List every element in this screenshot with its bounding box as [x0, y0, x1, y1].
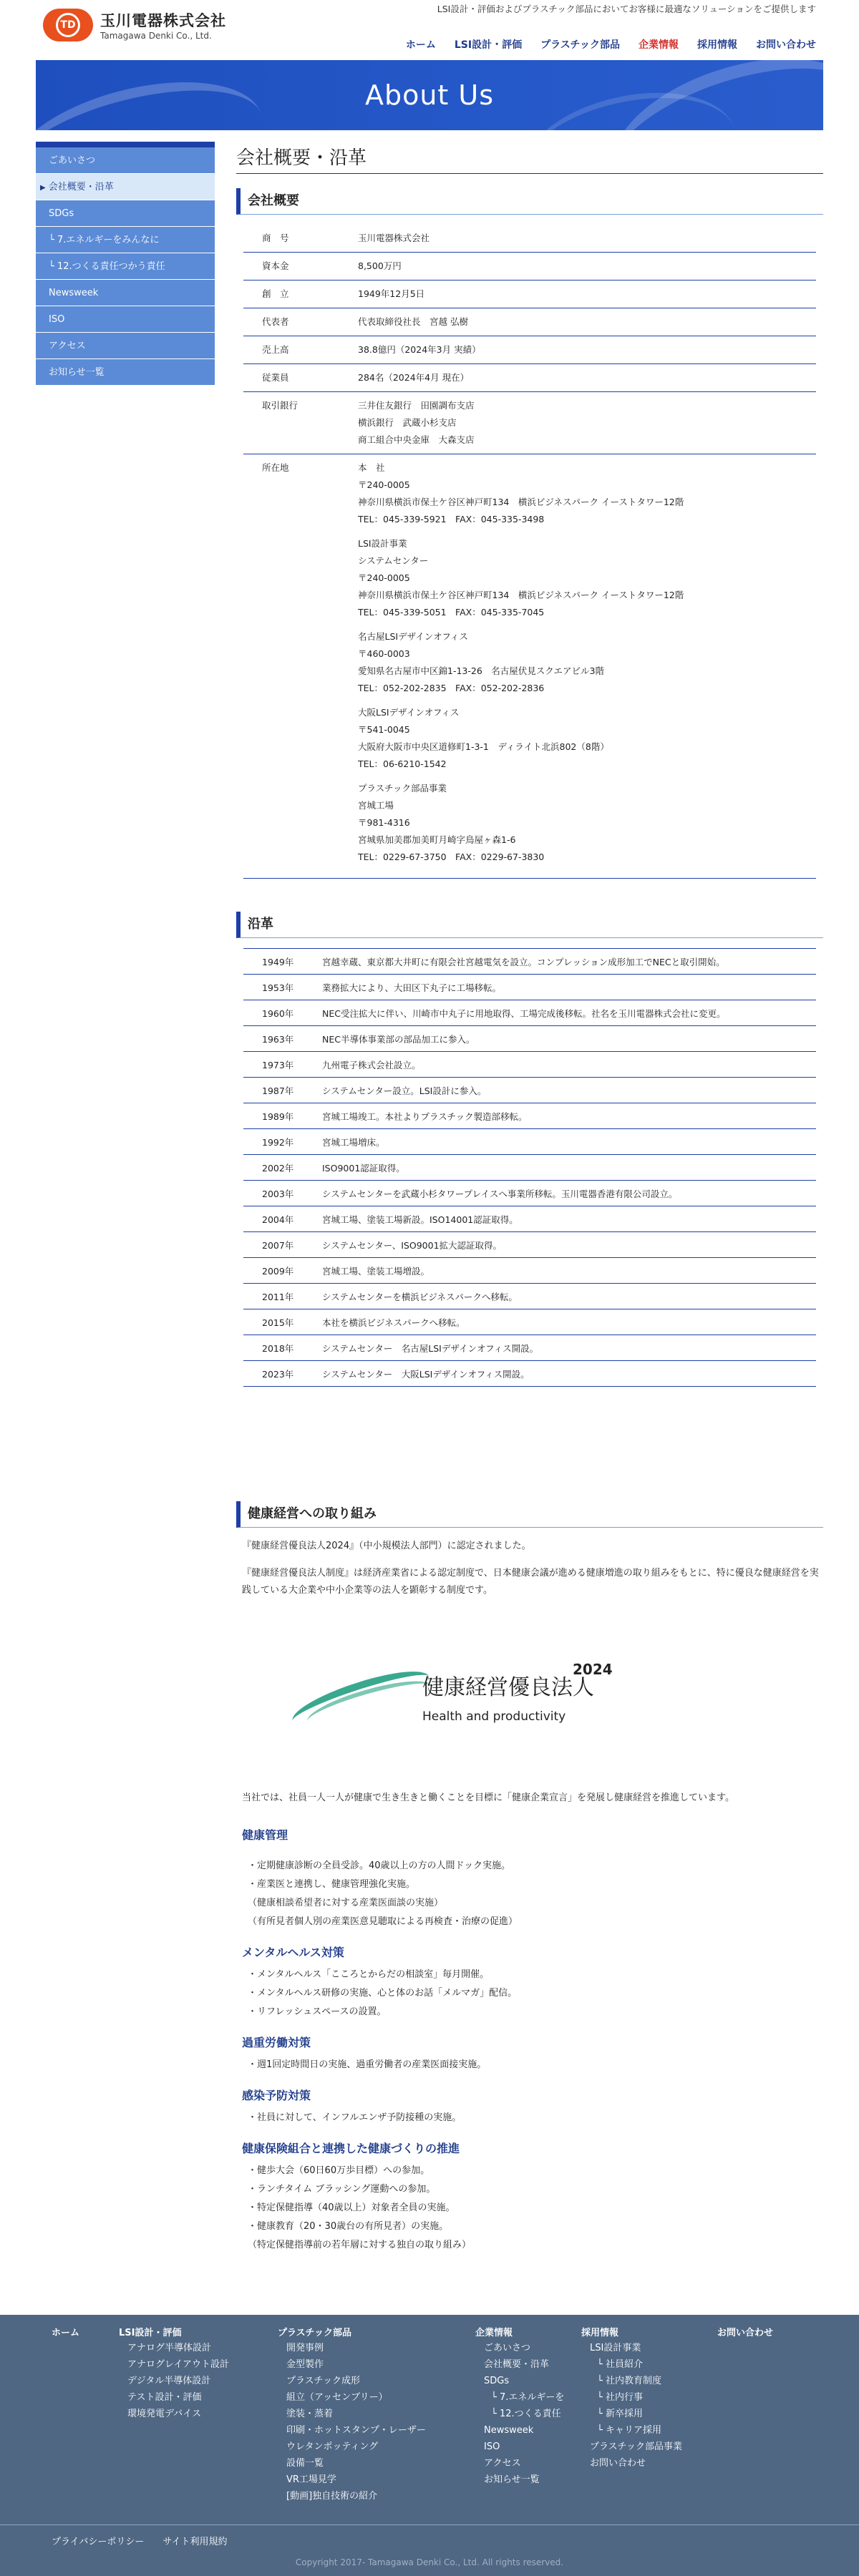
page-title: 会社概要・沿革	[236, 143, 823, 174]
list-item: ・定期健康診断の全員受診。40歳以上の方の人間ドック実施。	[248, 1860, 511, 1871]
history-row	[243, 1155, 816, 1181]
health-subheading: 健康管理	[242, 1828, 288, 1842]
footer-link[interactable]: ごあいさつ	[484, 2343, 531, 2353]
footer-link[interactable]: デジタル半導体設計	[127, 2376, 211, 2386]
footer-link[interactable]: └ 社内教育制度	[597, 2376, 661, 2386]
location-line: 本 社	[358, 462, 385, 473]
global-nav	[406, 37, 816, 52]
location-block	[358, 535, 809, 621]
overview-row	[243, 308, 816, 336]
history-text: システムセンターを武蔵小杉タワープレイスへ事業所移転。玉川電器香港有限公司設立。	[315, 1181, 816, 1206]
footer-link[interactable]: アナログ半導体設計	[127, 2343, 212, 2353]
location-line: TEL：045-339-5921 FAX：045-335-3498	[358, 514, 545, 525]
footer-link[interactable]: プラスチック成形	[286, 2376, 360, 2386]
history-title: 沿革	[236, 912, 823, 938]
footer-link[interactable]: 組立（アッセンブリー）	[286, 2392, 388, 2403]
footer-column	[119, 2325, 278, 2504]
overview-title: 会社概要	[236, 188, 823, 215]
list-item: （特定保健指導前の若年層に対する独自の取り組み）	[248, 2240, 472, 2250]
nav-contact[interactable]: お問い合わせ	[756, 39, 816, 51]
list-item: ・社員に対して、インフルエンザ予防接種の実施。	[248, 2112, 462, 2123]
location-block	[358, 704, 809, 773]
history-row	[243, 1361, 816, 1387]
footer-link[interactable]: └ 7.エネルギーを	[491, 2392, 565, 2403]
footer-link[interactable]: 環境発電デバイス	[127, 2409, 202, 2419]
footer-column	[581, 2325, 717, 2504]
overview-key: 従業員	[243, 364, 351, 392]
health-text-2: 『健康経営優良法人制度』は経済産業省による認定制度で、日本健康会議が進める健康増進の取り組みをもとに、特に優良な健康経営を実践している大企業や中小企業等の法人を顕彰する制度です。	[242, 1568, 819, 1596]
overview-row	[243, 253, 816, 280]
footer-link[interactable]: VR工場見学	[286, 2474, 336, 2485]
health-subheading: メンタルヘルス対策	[242, 1946, 344, 1959]
location-line: 宮城工場	[358, 800, 394, 811]
history-year: 1953年	[243, 975, 315, 1000]
history-year: 1989年	[243, 1103, 315, 1129]
history-row	[243, 1258, 816, 1284]
company-name-jp: 玉川電器株式会社	[100, 12, 226, 29]
list-item: （健康相談希望者に対する産業医面談の実施）	[248, 1898, 444, 1908]
location-line: 神奈川県横浜市保土ケ谷区神戸町134 横浜ビジネスパーク イーストタワー12階	[358, 590, 684, 600]
history-year: 2018年	[243, 1335, 315, 1361]
privacy-policy-link[interactable]: プライバシーポリシー	[52, 2537, 145, 2547]
history-row	[243, 1026, 816, 1052]
list-item: ・特定保健指導（40歳以上）対象者全員の実施。	[248, 2202, 455, 2213]
overview-value: 284名（2024年4月 現在）	[351, 364, 816, 392]
overview-key: 商 号	[243, 225, 351, 253]
history-year: 2023年	[243, 1361, 315, 1387]
health-text-3: 当社では、社員一人一人が健康で生き生きと働くことを目標に「健康企業宣言」を発展し健康経営を推進しています。	[242, 1792, 734, 1803]
footer-link[interactable]: 金型製作	[286, 2359, 324, 2370]
history-row	[243, 1309, 816, 1335]
bank-list	[351, 392, 816, 454]
footer-link[interactable]: お知らせ一覧	[484, 2474, 540, 2485]
history-row	[243, 1181, 816, 1206]
nav-lsi[interactable]: LSI設計・評価	[454, 39, 523, 51]
footer-link[interactable]: 開発事例	[286, 2343, 324, 2353]
history-year: 2003年	[243, 1181, 315, 1206]
location-line: TEL：0229-67-3750 FAX：0229-67-3830	[358, 852, 545, 862]
footer-link[interactable]: 印刷・ホットスタンプ・レーザー	[286, 2425, 426, 2436]
history-row	[243, 975, 816, 1000]
footer-link[interactable]: アクセス	[484, 2458, 521, 2469]
overview-row	[243, 392, 816, 454]
list-item: ・ランチタイム ブラッシング運動への参加。	[248, 2184, 436, 2195]
history-row	[243, 1078, 816, 1103]
history-text: システムセンター 大阪LSIデザインオフィス開設。	[315, 1361, 816, 1387]
sidebar-item-iso[interactable]: ISO	[36, 306, 215, 333]
history-text: NEC半導体事業部の部品加工に参入。	[315, 1026, 816, 1052]
footer-column	[52, 2325, 119, 2504]
health-award-logo	[289, 1661, 618, 1725]
footer-link[interactable]: テスト設計・評価	[127, 2392, 202, 2403]
history-row	[243, 1052, 816, 1078]
location-line: 大阪府大阪市中央区道修町1-3-1 ディライト北浜802（8階）	[358, 741, 609, 752]
overview-row	[243, 225, 816, 253]
footer-heading-link[interactable]: お問い合わせ	[717, 2328, 774, 2338]
overview-row	[243, 336, 816, 364]
history-text: 九州電子株式会社設立。	[315, 1052, 816, 1078]
sidebar	[36, 142, 215, 2255]
history-year: 2015年	[243, 1309, 315, 1335]
health-subheading: 過重労働対策	[242, 2036, 311, 2049]
sidebar-item-sdgs[interactable]: SDGs	[36, 200, 215, 227]
location-line: 〒240-0005	[358, 572, 410, 583]
history-year: 1973年	[243, 1052, 315, 1078]
location-line: プラスチック部品事業	[358, 783, 447, 794]
history-year: 2007年	[243, 1232, 315, 1258]
history-text: 宮城工場、塗装工場新設。ISO14001認証取得。	[315, 1206, 816, 1232]
footer-link[interactable]: プラスチック部品事業	[590, 2441, 682, 2452]
footer-link[interactable]: 塗装・蒸着	[286, 2409, 334, 2419]
footer-heading-link[interactable]: ホーム	[52, 2328, 80, 2338]
location-line: 〒541-0045	[358, 724, 410, 735]
footer-link[interactable]: お問い合わせ	[590, 2458, 646, 2469]
hero-title: About Us	[364, 79, 495, 111]
history-year: 1987年	[243, 1078, 315, 1103]
list-item: ・健康教育（20・30歳台の有所見者）の実施。	[248, 2221, 449, 2232]
history-text: システムセンター、ISO9001拡大認証取得。	[315, 1232, 816, 1258]
history-text: 業務拡大により、大田区下丸子に工場移転。	[315, 975, 816, 1000]
footer-link[interactable]: ウレタンポッティング	[286, 2441, 379, 2452]
list-item: ・メンタルヘルス研修の実施、心と体のお話「メルマガ」配信。	[248, 1988, 518, 1999]
history-text: 本社を横浜ビジネスパークへ移転。	[315, 1309, 816, 1335]
history-text: システムセンターを横浜ビジネスパークへ移転。	[315, 1284, 816, 1309]
location-line: 〒240-0005	[358, 479, 410, 490]
health-list	[248, 2162, 823, 2255]
main-content	[215, 142, 823, 2255]
history-row	[243, 1129, 816, 1155]
overview-key: 所在地	[243, 454, 351, 879]
sidebar-item-sdgs-12[interactable]: └ 12.つくる責任つかう責任	[36, 253, 215, 280]
location-line: TEL：06-6210-1542	[358, 758, 447, 769]
badge-subtitle: Health and productivity	[422, 1709, 566, 1724]
location-line: 名古屋LSIデザインオフィス	[358, 631, 468, 642]
triangle-right-icon: ▶	[40, 184, 46, 192]
overview-value: 代表取締役社長 宮越 弘樹	[351, 308, 816, 336]
location-block	[358, 628, 809, 697]
footer-link[interactable]: SDGs	[484, 2376, 510, 2386]
location-line: 〒981-4316	[358, 817, 410, 828]
footer-link[interactable]: Newsweek	[484, 2425, 534, 2436]
tagline: LSI設計・評価およびプラスチック部品においてお客様に最適なソリューションをご提供します	[437, 4, 816, 14]
history-text: NEC受注拡大に伴い、川崎市中丸子に用地取得、工場完成後移転。社名を玉川電器株式会社に変更。	[315, 1000, 816, 1026]
location-block	[358, 780, 809, 866]
history-text: 宮城工場竣工。本社よりプラスチック製造部移転。	[315, 1103, 816, 1129]
logo-mark-icon	[43, 9, 93, 42]
footer-link[interactable]: LSI設計事業	[590, 2343, 641, 2353]
history-row	[243, 1284, 816, 1309]
sidebar-item-newsweek[interactable]: Newsweek	[36, 280, 215, 306]
location-line: LSI設計事業	[358, 538, 407, 549]
overview-key: 代表者	[243, 308, 351, 336]
list-item: ・メンタルヘルス「こころとからだの相談室」毎月開催。	[248, 1969, 490, 1980]
sidebar-item-news[interactable]: お知らせ一覧	[36, 359, 215, 386]
history-year: 2009年	[243, 1258, 315, 1284]
footer-column	[278, 2325, 475, 2504]
copyright: Copyright 2017- Tamagawa Denki Co., Ltd. All rights reserved.	[0, 2557, 859, 2576]
company-logo[interactable]	[43, 9, 226, 42]
overview-value: 1949年12月5日	[351, 280, 816, 308]
history-row	[243, 1000, 816, 1026]
footer-column	[475, 2325, 581, 2504]
history-year: 1963年	[243, 1026, 315, 1052]
overview-value: 玉川電器株式会社	[351, 225, 816, 253]
footer-link[interactable]: [動画]独自技術の紹介	[286, 2491, 378, 2502]
history-text: 宮城工場、塗装工場増設。	[315, 1258, 816, 1284]
overview-row	[243, 280, 816, 308]
health-section	[236, 1538, 823, 2255]
health-text-1: 『健康経営優良法人2024』（中小規模法人部門）に認定されました。	[242, 1541, 531, 1551]
site-header	[0, 0, 859, 60]
history-text: ISO9001認証取得。	[315, 1155, 816, 1181]
health-title: 健康経営への取り組み	[236, 1501, 823, 1528]
health-subheading: 感染予防対策	[242, 2089, 311, 2102]
company-name-en: Tamagawa Denki Co., Ltd.	[100, 31, 212, 41]
history-row	[243, 1335, 816, 1361]
list-item: ・リフレッシュスペースの設置。	[248, 2006, 387, 2017]
overview-row	[243, 454, 816, 879]
history-text: システムセンター 名古屋LSIデザインオフィス開設。	[315, 1335, 816, 1361]
nav-recruit[interactable]: 採用情報	[697, 39, 737, 51]
history-row	[243, 1206, 816, 1232]
history-text: システムセンター設立。LSI設計に参入。	[315, 1078, 816, 1103]
footer-link[interactable]: ISO	[484, 2441, 500, 2452]
footer-link[interactable]: └ キャリア採用	[597, 2425, 661, 2436]
location-list	[351, 454, 816, 879]
nav-company[interactable]: 企業情報	[639, 39, 679, 51]
list-item: ・産業医と連携し、健康管理強化実施。	[248, 1879, 416, 1890]
nav-plastic[interactable]: プラスチック部品	[540, 39, 620, 51]
footer-column	[717, 2325, 803, 2504]
site-footer	[0, 2315, 859, 2557]
health-list	[248, 2109, 823, 2127]
footer-link[interactable]: 会社概要・沿革	[484, 2359, 550, 2370]
footer-link[interactable]: └ 12.つくる責任	[491, 2409, 561, 2419]
history-text: 宮越幸蔵、東京都大井町に有限会社宮越電気を設立。コンプレッション成形加工でNECと取引開始。	[315, 949, 816, 975]
overview-row	[243, 364, 816, 392]
logo-mark-text: TD	[56, 13, 80, 37]
sidebar-item-greeting[interactable]: ごあいさつ	[36, 147, 215, 174]
nav-home[interactable]: ホーム	[405, 39, 436, 51]
list-item: ・週1回定時間日の実施、過重労働者の産業医面接実施。	[248, 2059, 487, 2070]
footer-heading-link[interactable]: 採用情報	[581, 2328, 619, 2338]
footer-link[interactable]: └ 社内行事	[597, 2392, 643, 2403]
location-line: TEL：052-202-2835 FAX：052-202-2836	[358, 683, 545, 693]
sidebar-item-sdgs-7[interactable]: └ 7.エネルギーをみんなに	[36, 227, 215, 253]
history-row	[243, 1103, 816, 1129]
bank-item: 横浜銀行 武蔵小杉支店	[358, 417, 457, 428]
health-list	[248, 1857, 823, 1931]
list-item: （有所見者個人別の産業医意見聴取による再検査・治療の促進）	[248, 1916, 518, 1927]
location-line: 宮城県加美郡加美町月崎字鳥屋ヶ森1-6	[358, 834, 516, 845]
history-text: 宮城工場増床。	[315, 1129, 816, 1155]
history-year: 2011年	[243, 1284, 315, 1309]
health-list	[248, 1966, 823, 2021]
history-row	[243, 949, 816, 975]
health-list	[248, 2056, 823, 2074]
overview-value: 8,500万円	[351, 253, 816, 280]
footer-link[interactable]: └ 社員紹介	[597, 2359, 643, 2370]
footer-heading-link[interactable]: 企業情報	[475, 2328, 513, 2338]
history-year: 1949年	[243, 949, 315, 975]
location-block	[358, 459, 809, 528]
overview-key: 資本金	[243, 253, 351, 280]
location-line: TEL：045-339-5051 FAX：045-335-7045	[358, 607, 545, 618]
location-line: システムセンター	[358, 555, 429, 566]
sidebar-item-overview[interactable]: ▶ 会社概要・沿革	[36, 174, 215, 200]
list-item: ・健歩大会（60日60万歩目標）への参加。	[248, 2165, 430, 2176]
overview-value: 38.8億円（2024年3月 実績）	[351, 336, 816, 364]
bank-item: 商工組合中央金庫 大森支店	[358, 434, 475, 445]
footer-link[interactable]: └ 新卒採用	[597, 2409, 643, 2419]
location-line: 〒460-0003	[358, 648, 410, 659]
location-line: 神奈川県横浜市保土ケ谷区神戸町134 横浜ビジネスパーク イーストタワー12階	[358, 497, 684, 507]
footer-heading-link[interactable]: プラスチック部品	[278, 2328, 351, 2338]
terms-link[interactable]: サイト利用規約	[162, 2537, 228, 2547]
history-table	[243, 948, 816, 1387]
hero-banner	[36, 60, 823, 130]
footer-link[interactable]: 設備一覧	[286, 2458, 324, 2469]
footer-heading-link[interactable]: LSI設計・評価	[119, 2328, 182, 2338]
badge-year: 2024	[573, 1661, 613, 1678]
sidebar-item-access[interactable]: アクセス	[36, 333, 215, 359]
overview-key: 創 立	[243, 280, 351, 308]
history-year: 1960年	[243, 1000, 315, 1026]
location-line: 大阪LSIデザインオフィス	[358, 707, 460, 718]
overview-table	[243, 225, 816, 879]
overview-key: 売上高	[243, 336, 351, 364]
history-year: 2002年	[243, 1155, 315, 1181]
history-year: 2004年	[243, 1206, 315, 1232]
footer-link[interactable]: アナログレイアウト設計	[127, 2359, 229, 2370]
health-subheading: 健康保険組合と連携した健康づくりの推進	[242, 2142, 460, 2155]
location-line: 愛知県名古屋市中区錦1-13-26 名古屋伏見スクエアビル3階	[358, 665, 604, 676]
overview-key: 取引銀行	[243, 392, 351, 454]
bank-item: 三井住友銀行 田園調布支店	[358, 400, 475, 411]
badge-title: 健康経営優良法人	[422, 1675, 594, 1700]
history-year: 1992年	[243, 1129, 315, 1155]
history-row	[243, 1232, 816, 1258]
